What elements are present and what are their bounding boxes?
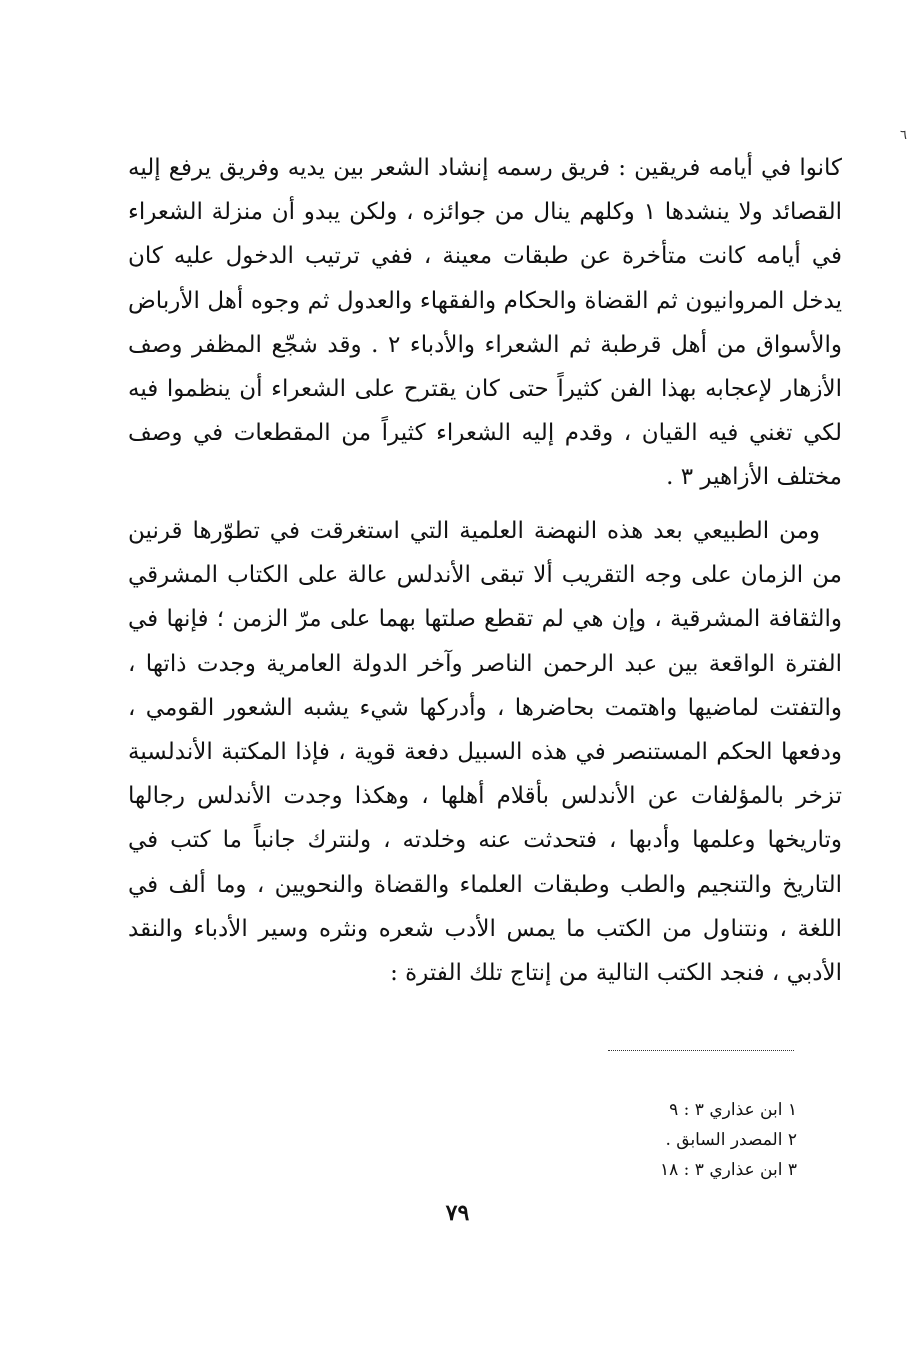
footnote-2: ٢ المصدر السابق . xyxy=(665,1130,797,1150)
footnotes-list xyxy=(660,1095,797,1185)
page-number: ٧٩ xyxy=(445,1200,470,1226)
footnote-3: ٣ ابن عذاري ٣ : ١٨ xyxy=(659,1160,797,1180)
footnote-1: ١ ابن عذاري ٣ : ٩ xyxy=(669,1100,797,1120)
margin-mark: ٦ xyxy=(900,128,907,143)
footnote-separator xyxy=(608,1050,794,1051)
body-paragraph-2: ومن الطبيعي بعد هذه النهضة العلمية التي استغرقت في تطوّرها قرنين من الزمان على وجه التقريب ألا تبقى الأندلس عالة على الكتاب المشرقي والثقافة المشرقية ، وإن هي لم تقطع صلتها بهما على مرّ الزمن ؛ فإنها في الفترة الواقعة بين عبد الرحمن الناصر وآخر الدولة العامرية وجدت ذاتها ، والتفتت لماضيها واهتمت بحاضرها ، وأدركها شيء يشبه الشعور القومي ، ودفعها الحكم المستنصر في هذه السبيل دفعة قوية ، فإذا المكتبة الأندلسية تزخر بالمؤلفات عن الأندلس بأقلام أهلها ، وهكذا وجدت الأندلس رجالها وتاريخها وعلمها وأدبها ، فتحدثت عنه وخلدته ، ولنترك جانباً ما كتب في التاريخ والتنجيم والطب وطبقات العلماء والقضاة والنحويين ، وما ألف في اللغة ، ونتناول من الكتب ما يمس الأدب شعره ونثره وسير الأدباء والنقد الأدبي ، فنجد الكتب التالية من إنتاج تلك الفترة : xyxy=(128,518,842,987)
body-paragraph-1: كانوا في أيامه فريقين : فريق رسمه إنشاد الشعر بين يديه وفريق يرفع إليه القصائد ولا ينشدها ١ وكلهم ينال من جوائزه ، ولكن يبدو أن منزلة الشعراء في أيامه كانت متأخرة عن طبقات معينة ، ففي ترتيب الدخول عليه كان يدخل المروانيون ثم القضاة والحكام والفقهاء والعدول ثم وجوه أهل الأرباض والأسواق من أهل قرطبة ثم الشعراء والأدباء ٢ . وقد شجّع المظفر وصف الأزهار لإعجابه بهذا الفن كثيراً حتى كان يقترح على الشعراء أن ينظموا فيه لكي تغني فيه القيان ، وقدم إليه الشعراء كثيراً من المقطعات في وصف مختلف الأزاهير ٣ . xyxy=(128,155,842,491)
